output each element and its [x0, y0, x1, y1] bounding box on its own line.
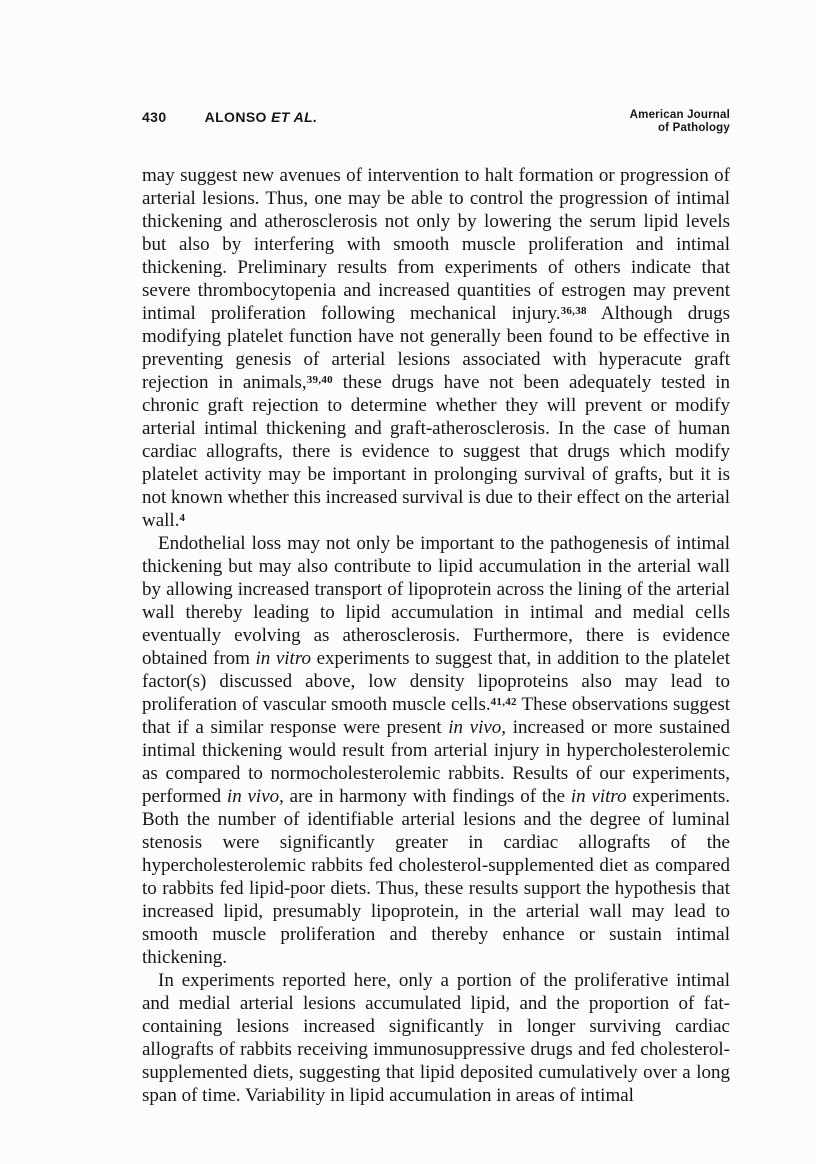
paragraph — [142, 969, 730, 1107]
journal-name — [630, 109, 730, 135]
running-header — [142, 109, 730, 135]
text-run: experiments. Both the number of identifiable arterial lesions and the degree of luminal stenosis were significantly greater in cardiac allografts of the hypercholesterolemic rabbits fed cholesterol-supplemented diet as compared to rabbits fed lipid-poor diets. Thus, these results support the hypothesis that increased lipid, presumably lipoprotein, in the arterial wall may lead to smooth muscle proliferation and thereby enhance or sustain intimal thickening. — [142, 786, 730, 968]
italic-phrase: in vivo — [448, 717, 502, 738]
journal-name-line2: of Pathology — [657, 122, 730, 134]
italic-phrase: in vivo — [226, 786, 280, 807]
text-run: may suggest new avenues of intervention to halt formation or progression of arterial lesions. Thus, one may be able to control the progression of intimal thickening and atherosclerosis not only by lowering the serum lipid levels but also by interfering with smooth muscle proliferation and intimal thickening. Preliminary results from experiments of others indicate that severe thrombocytopenia and increased quantities of estrogen may prevent intimal proliferation following mechanical injury. — [142, 165, 730, 324]
italic-phrase: in vitro — [570, 786, 627, 807]
text-run: these drugs have not been adequately tested in chronic graft rejection to determine whether they will prevent or modify arterial intimal thickening and graft-atherosclerosis. In the case of human cardiac allografts, there is evidence to suggest that drugs which modify platelet activity may be important in prolonging survival of grafts, but it is not known whether this increased survival is due to their effect on the arterial wall. — [142, 372, 730, 531]
paragraph — [142, 532, 730, 969]
citation-superscript: 41,42 — [490, 696, 517, 709]
running-header-left — [142, 109, 317, 125]
text-run: Endothelial loss may not only be important to the pathogenesis of intimal thickening but may also contribute to lipid accumulation in the arterial wall by allowing increased transport of lipoprotein across the lining of the arterial wall thereby leading to lipid accumulation in intimal and medial cells eventually evolving as atherosclerosis. Furthermore, there is evidence obtained from — [142, 533, 730, 669]
running-author-name: ALONSO — [204, 109, 267, 125]
citation-superscript: 4 — [179, 512, 186, 525]
paragraph — [142, 164, 730, 532]
page-number: 430 — [142, 109, 167, 125]
running-author — [205, 109, 318, 125]
article-body — [142, 164, 730, 1107]
text-run: These observations suggest that if a similar response were present — [142, 694, 730, 738]
citation-superscript: 39,40 — [306, 374, 333, 387]
journal-name-line1: American Journal — [629, 109, 730, 121]
text-run: , are in harmony with findings of the — [279, 786, 571, 807]
running-author-etal: ET AL. — [271, 109, 318, 125]
citation-superscript: 36,38 — [560, 305, 587, 318]
text-run: Although drugs modifying platelet function have not generally been found to be effective in preventing genesis of arterial lesions associated with hyperacute graft rejection in animals, — [142, 303, 731, 393]
italic-phrase: in vitro — [255, 648, 312, 669]
text-run: In experiments reported here, only a portion of the proliferative intimal and medial arterial lesions accumulated lipid, and the proportion of fat-containing lesions increased significantly in longer surviving cardiac allografts of rabbits receiving immunosuppressive drugs and fed cholesterol-supplemented diets, suggesting that lipid deposited cumulatively over a long span of time. Variability in lipid accumulation in areas of intimal — [142, 970, 730, 1106]
text-run: experiments to suggest that, in addition to the platelet factor(s) discussed above, low density lipoproteins also may lead to proliferation of vascular smooth muscle cells. — [142, 648, 730, 715]
text-run: , increased or more sustained intimal thickening would result from arterial injury in hypercholesterolemic as compared to normocholesterolemic rabbits. Results of our experiments, performed — [142, 717, 731, 807]
